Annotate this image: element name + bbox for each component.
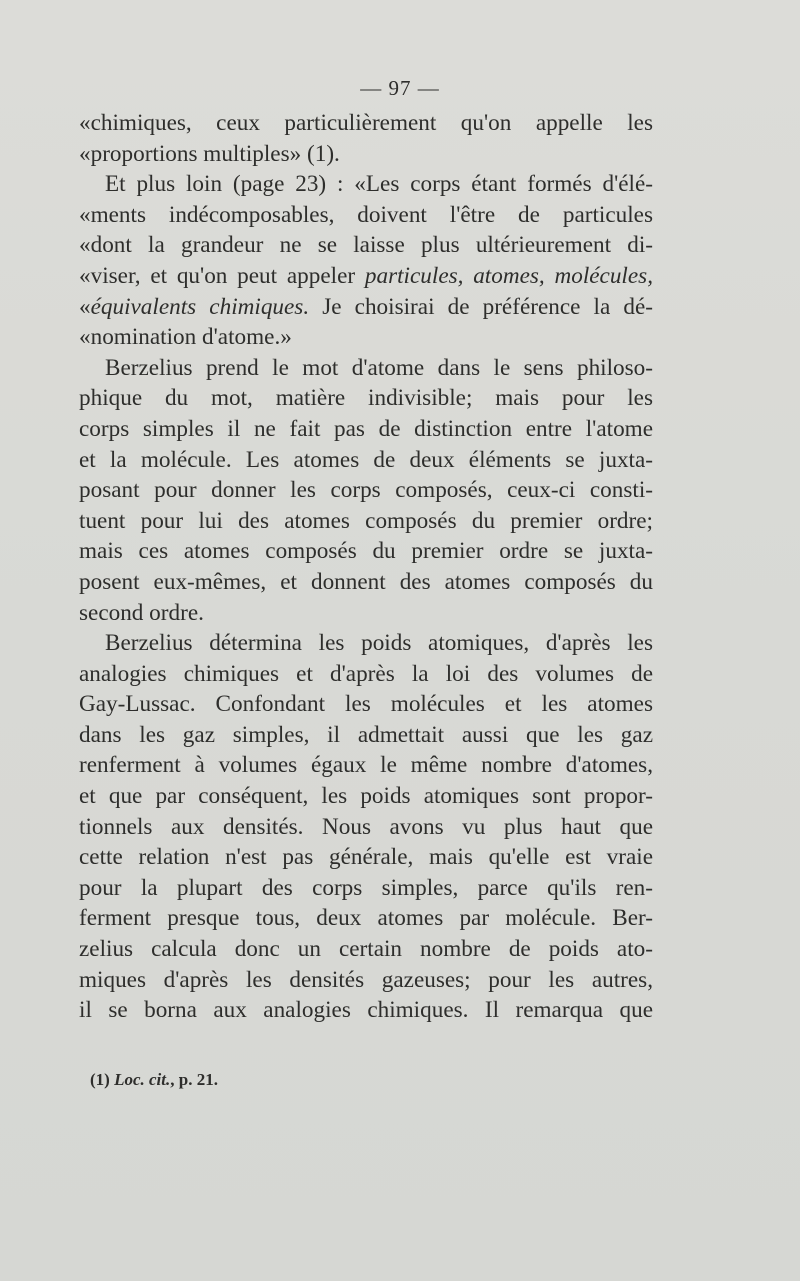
text-line: cette relation n'est pas générale, mais qu'elle est vraie [79,844,653,871]
text-line: et que par conséquent, les poids atomiques sont propor- [79,783,653,810]
text-line: analogies chimiques et d'après la loi des volumes de [79,660,653,687]
text-line: posant pour donner les corps composés, ceux-ci consti- [79,477,653,504]
text-line: Berzelius détermina les poids atomiques, d'après les [105,630,653,657]
text-line: et la molécule. Les atomes de deux éléments se juxta- [79,446,653,473]
footnote [90,1070,218,1090]
text-line: second ordre. [79,599,204,626]
text-line: pour la plupart des corps simples, parce qu'ils ren- [79,874,653,901]
text-line: mais ces atomes composés du premier ordre se juxta- [79,538,653,565]
text-line: tuent pour lui des atomes composés du premier ordre; [79,507,653,534]
text-line: «chimiques, ceux particulièrement qu'on appelle les [79,110,653,136]
footnote-mark: (1) [90,1070,115,1089]
text-line: tionnels aux densités. Nous avons vu plus haut que [79,813,653,840]
text-run: « [79,293,91,320]
body-text [79,108,653,1026]
text-line: renferment à volumes égaux le même nombre d'atomes, [79,752,653,779]
text-line: il se borna aux analogies chimiques. Il remarqua que [79,997,653,1024]
footnote-citation: Loc. cit. [114,1070,171,1089]
text-line: Berzelius prend le mot d'atome dans le sens philoso- [105,354,653,381]
text-line: posent eux-mêmes, et donnent des atomes composés du [79,568,653,595]
page-number: — 97 — [360,76,440,100]
text-line: zelius calcula donc un certain nombre de poids ato- [79,936,653,963]
text-run: «viser, et qu'on peut appeler [79,262,365,289]
text-line: corps simples il ne fait pas de distinction entre l'atome [79,415,653,442]
text-line: miques d'après les densités gazeuses; pour les autres, [79,966,653,993]
text-line: «dont la grandeur ne se laisse plus ultérieurement di- [79,232,653,259]
text-line: «proportions multiples» (1). [79,140,340,167]
text-line: phique du mot, matière indivisible; mais pour les [79,385,653,412]
text-line: Gay-Lussac. Confondant les molécules et les atomes [79,691,653,718]
text-line [79,292,653,323]
text-line [79,261,653,292]
text-line: «nomination d'atome.» [79,324,292,351]
text-line: Et plus loin (page 23) : «Les corps étant formés d'élé- [105,171,653,198]
text-line: ferment presque tous, deux atomes par molécule. Ber- [79,905,653,932]
italic-run: particules, atomes, molécules, [364,262,653,289]
text-line: «ments indécomposables, doivent l'être de particules [79,201,653,228]
text-run: Je choisirai de préférence la dé- [309,293,653,320]
text-line: dans les gaz simples, il admettait aussi que les gaz [79,721,653,748]
italic-run: équivalents chimiques. [90,293,310,320]
footnote-page: , p. 21. [170,1070,218,1089]
